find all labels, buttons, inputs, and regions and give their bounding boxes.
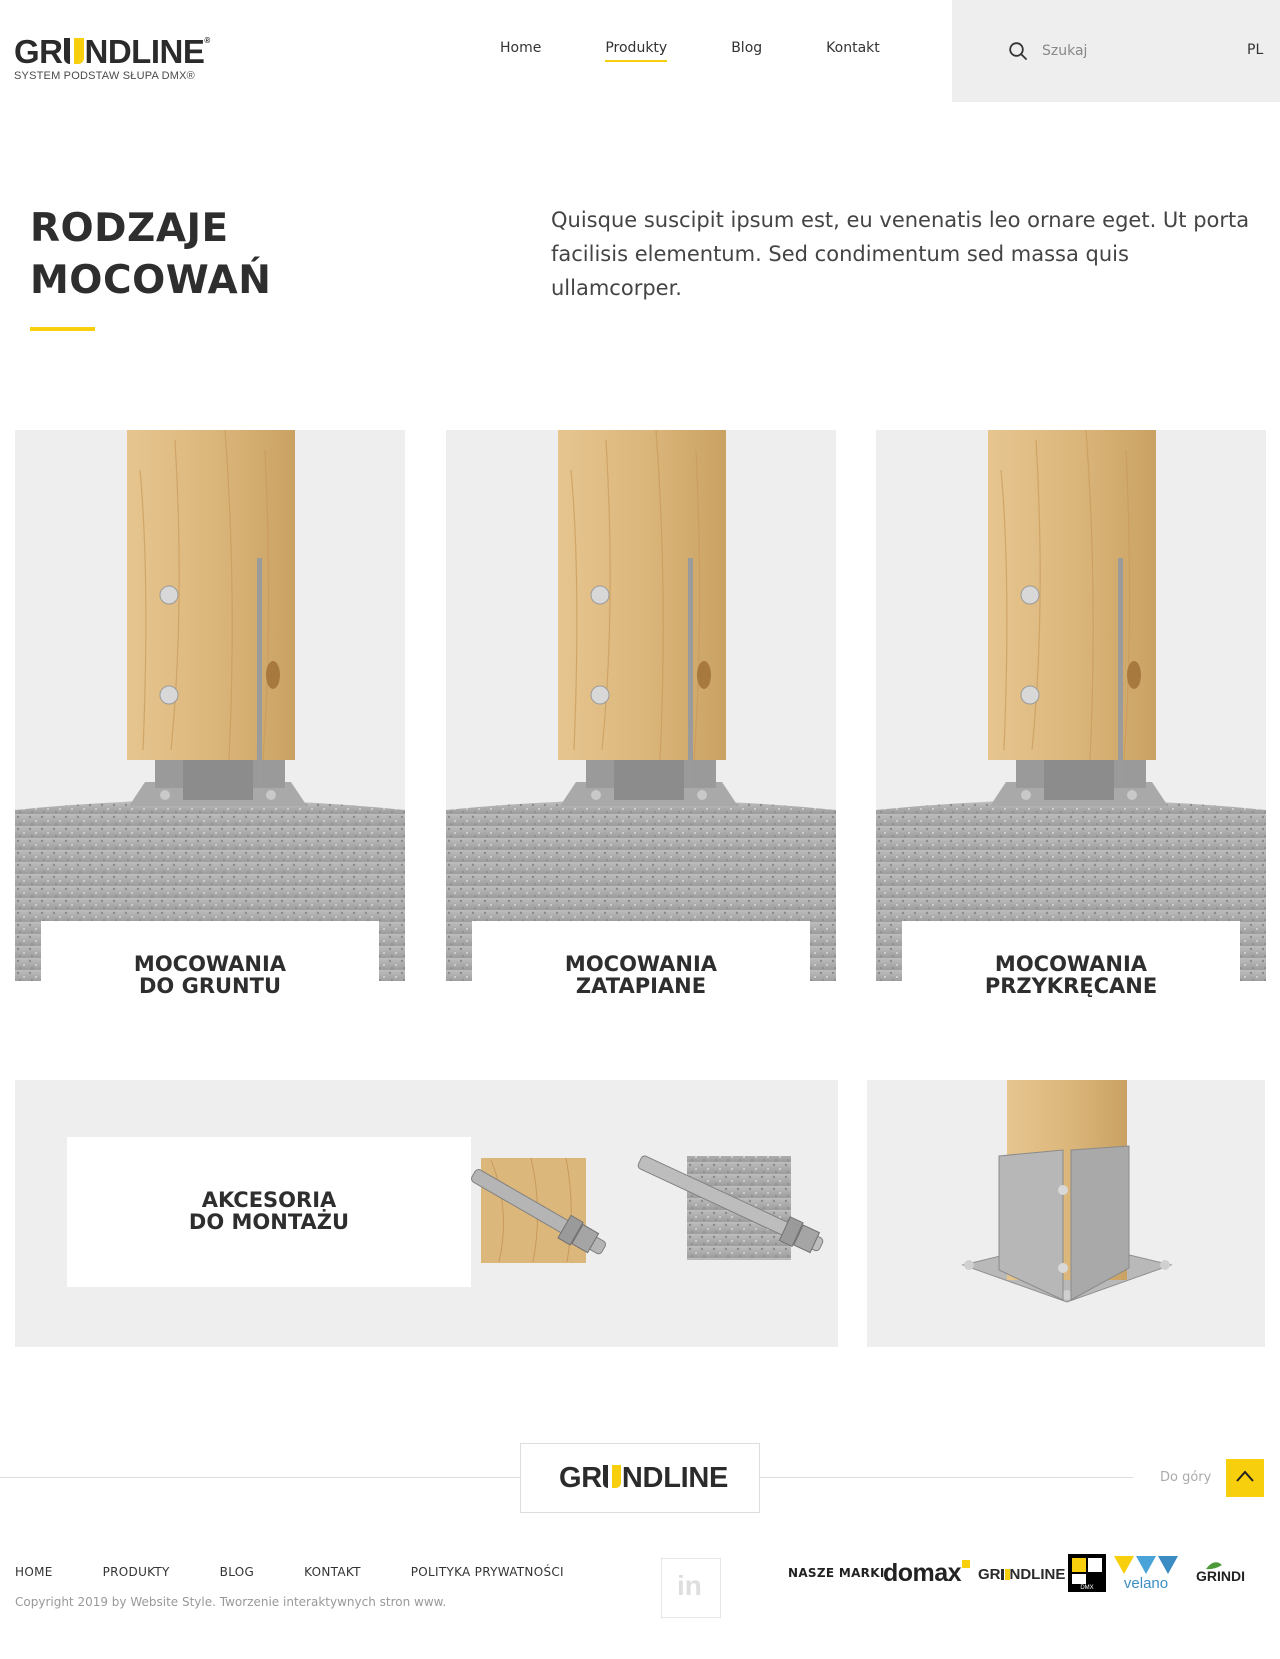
anchor-bolts-image [471,1150,838,1280]
nav-blog[interactable]: Blog [731,40,763,56]
logo-wordmark: GR NDLINE® [14,33,210,70]
post-base-image [876,430,1266,981]
footer-divider [0,1477,520,1478]
page-title [30,203,271,307]
language-switch[interactable]: PL [1247,42,1264,58]
brand-dmx-logo[interactable] [1068,1554,1106,1592]
footer-logo[interactable] [520,1443,760,1513]
linkedin-icon: in [677,1570,702,1601]
logo-u-mark [64,38,84,64]
brand-velano-text: velano [1123,1575,1169,1592]
footer-nav-kontakt[interactable]: KONTAKT [304,1565,361,1579]
post-base-image [446,430,836,981]
card-label-line1: MOCOWANIA [564,952,718,976]
card-label-line2: PRZYKRĘCANE [984,974,1158,998]
post-base-image [15,430,405,981]
search-bar [952,0,1280,102]
nav-home[interactable]: Home [500,40,542,56]
product-card-label [41,921,379,1021]
product-card-zatapiane[interactable] [446,430,836,998]
nav-produkty[interactable]: Produkty [605,40,667,62]
accessories-label-line1: AKCESORIA [201,1188,337,1212]
brand-velano-logo[interactable] [1112,1554,1184,1592]
linkedin-link[interactable] [661,1558,721,1618]
card-label-line1: MOCOWANIA [994,952,1148,976]
footer-nav-blog[interactable]: BLOG [219,1565,255,1579]
product-card-przykrecane[interactable] [876,430,1266,998]
product-card-label [902,921,1240,1021]
main-nav [500,40,944,62]
bracket-product-card[interactable] [867,1080,1265,1347]
search-icon[interactable] [1009,42,1027,60]
brand-domax-logo[interactable]: domax [883,1559,962,1587]
back-to-top-label[interactable]: Do góry [1160,1470,1212,1485]
footer-nav [15,1565,614,1579]
back-to-top-button[interactable] [1226,1459,1264,1497]
footer-logo-wordmark: GR NDLINE [559,1462,729,1494]
brand-dmx-text: DMX [1080,1585,1094,1591]
logo-tagline: SYSTEM PODSTAW SŁUPA DMX® [14,70,195,82]
chevron-up-icon [1235,1469,1255,1483]
title-underline [30,327,95,331]
site-logo[interactable] [14,24,214,82]
footer-nav-home[interactable]: HOME [15,1565,53,1579]
post-bracket-image [867,1080,1265,1347]
footer-divider [760,1477,1133,1478]
footer-nav-privacy[interactable]: POLITYKA PRYWATNOŚCI [410,1565,564,1579]
logo-u-mark [1001,1569,1010,1580]
accessories-card[interactable] [15,1080,838,1347]
copyright-text: Copyright 2019 by Website Style. Tworzenie interaktywnych stron www. [15,1595,447,1609]
card-label-line2: DO GRUNTU [138,974,281,998]
product-card-label [472,921,810,1021]
card-label-line2: ZATAPIANE [575,974,707,998]
accessories-label-line2: DO MONTAŻU [188,1210,350,1234]
page-title-line2: MOCOWAŃ [30,258,272,303]
card-label-line1: MOCOWANIA [133,952,287,976]
footer-nav-produkty[interactable]: PRODUKTY [102,1565,170,1579]
search-input[interactable] [1042,38,1192,64]
brand-grindi-logo[interactable]: GRINDI [1196,1568,1245,1584]
page-title-line1: RODZAJE [30,206,229,251]
brands-label: NASZE MARKI [788,1566,885,1580]
brand-domax-dot [962,1560,970,1568]
brands-strip [788,1552,1268,1596]
brand-grundline-logo[interactable]: GR NDLINE [978,1566,1066,1583]
logo-u-mark [603,1465,621,1488]
accessories-label [67,1137,471,1287]
nav-kontakt[interactable]: Kontakt [826,40,880,56]
product-card-grunt[interactable] [15,430,405,998]
intro-description: Quisque suscipit ipsum est, eu venenatis leo ornare eget. Ut porta facilisis elementum. Sed condimentum sed massa quis ullamcorper. [551,208,1250,300]
